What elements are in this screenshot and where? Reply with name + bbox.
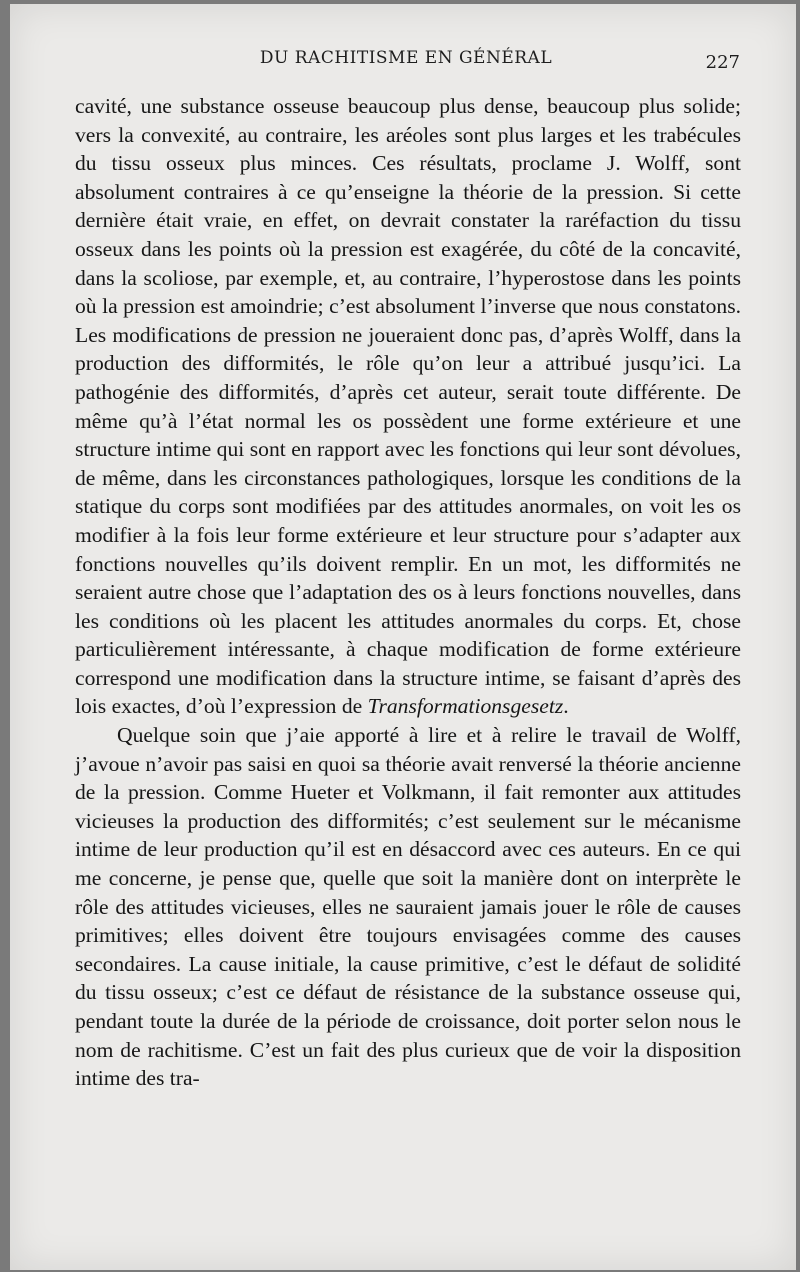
paragraph-2-text: Quelque soin que j’aie apporté à lire et à relire le travail de Wolff, j’avoue n’avoir pas saisi en quoi sa théorie avait renversé la théorie ancienne de la pression. Comme Hueter et Volkmann, il fait remonter aux attitudes vicieuses la production des difformités; c’est seulement sur le mécanisme intime de leur production qu’il est en désaccord avec ces auteurs. En ce qui me concerne, je pense que, quelle que soit la manière dont on interprète le rôle des attitudes vicieuses, elles ne sauraient jamais jouer le rôle de causes primitives; elles doivent être toujours envisagées comme des causes secondaires. La cause initiale, la cause primitive, c’est le défaut de solidité du tissu osseux; c’est ce défaut de résistance de la substance osseuse qui, pendant toute la durée de la période de croissance, doit porter selon nous le nom de rachitisme. C’est un fait des plus curieux que de voir la disposition intime des tra- [75, 723, 741, 1091]
paragraph-1 [75, 92, 741, 721]
paragraph-1-tail: . [563, 694, 569, 719]
running-title: DU RACHITISME EN GÉNÉRAL [259, 48, 553, 68]
book-page [10, 4, 796, 1270]
paragraph-2 [75, 721, 741, 1093]
paragraph-1-text: cavité, une substance osseuse beaucoup plus dense, beaucoup plus solide; vers la convexité, au contraire, les aréoles sont plus larges et les trabécules du tissu osseux plus minces. Ces résultats, proclame J. Wolff, sont absolument contraires à ce qu’enseigne la théorie de la pression. Si cette dernière était vraie, en effet, on devrait constater la raréfaction du tissu osseux dans les points où la pression est exagérée, du côté de la concavité, dans la scoliose, par exemple, et, au contraire, l’hyperostose dans les points où la pression est amoindrie; c’est absolument l’inverse que nous constatons. Les modifications de pression ne joueraient donc pas, d’après Wolff, dans la production des difformités, le rôle qu’on leur a attribué jusqu’ici. La pathogénie des difformités, d’après cet auteur, serait toute différente. De même qu’à l’état normal les os possèdent une forme extérieure et une structure intime qui sont en rapport avec les fonctions qui leur sont dévolues, de même, dans les circonstances pathologiques, lorsque les conditions de la statique du corps sont modifiées par des attitudes anormales, on voit les os modifier à la fois leur forme extérieure et leur structure pour s’adapter aux fonctions nouvelles qu’ils doivent remplir. En un mot, les difformités ne seraient autre chose que l’adaptation des os à leurs fonctions nouvelles, dans les conditions où les placent les attitudes anormales du corps. Et, chose particulièrement intéressante, à chaque modification de forme extérieure correspond une modification dans la structure intime, se faisant d’après des lois exactes, d’où l’expression de [75, 94, 741, 719]
page-header [72, 48, 740, 76]
page-number: 227 [705, 52, 740, 73]
paragraph-1-italic-term: Transformationsgesetz [367, 694, 564, 719]
body-text [75, 92, 741, 1093]
